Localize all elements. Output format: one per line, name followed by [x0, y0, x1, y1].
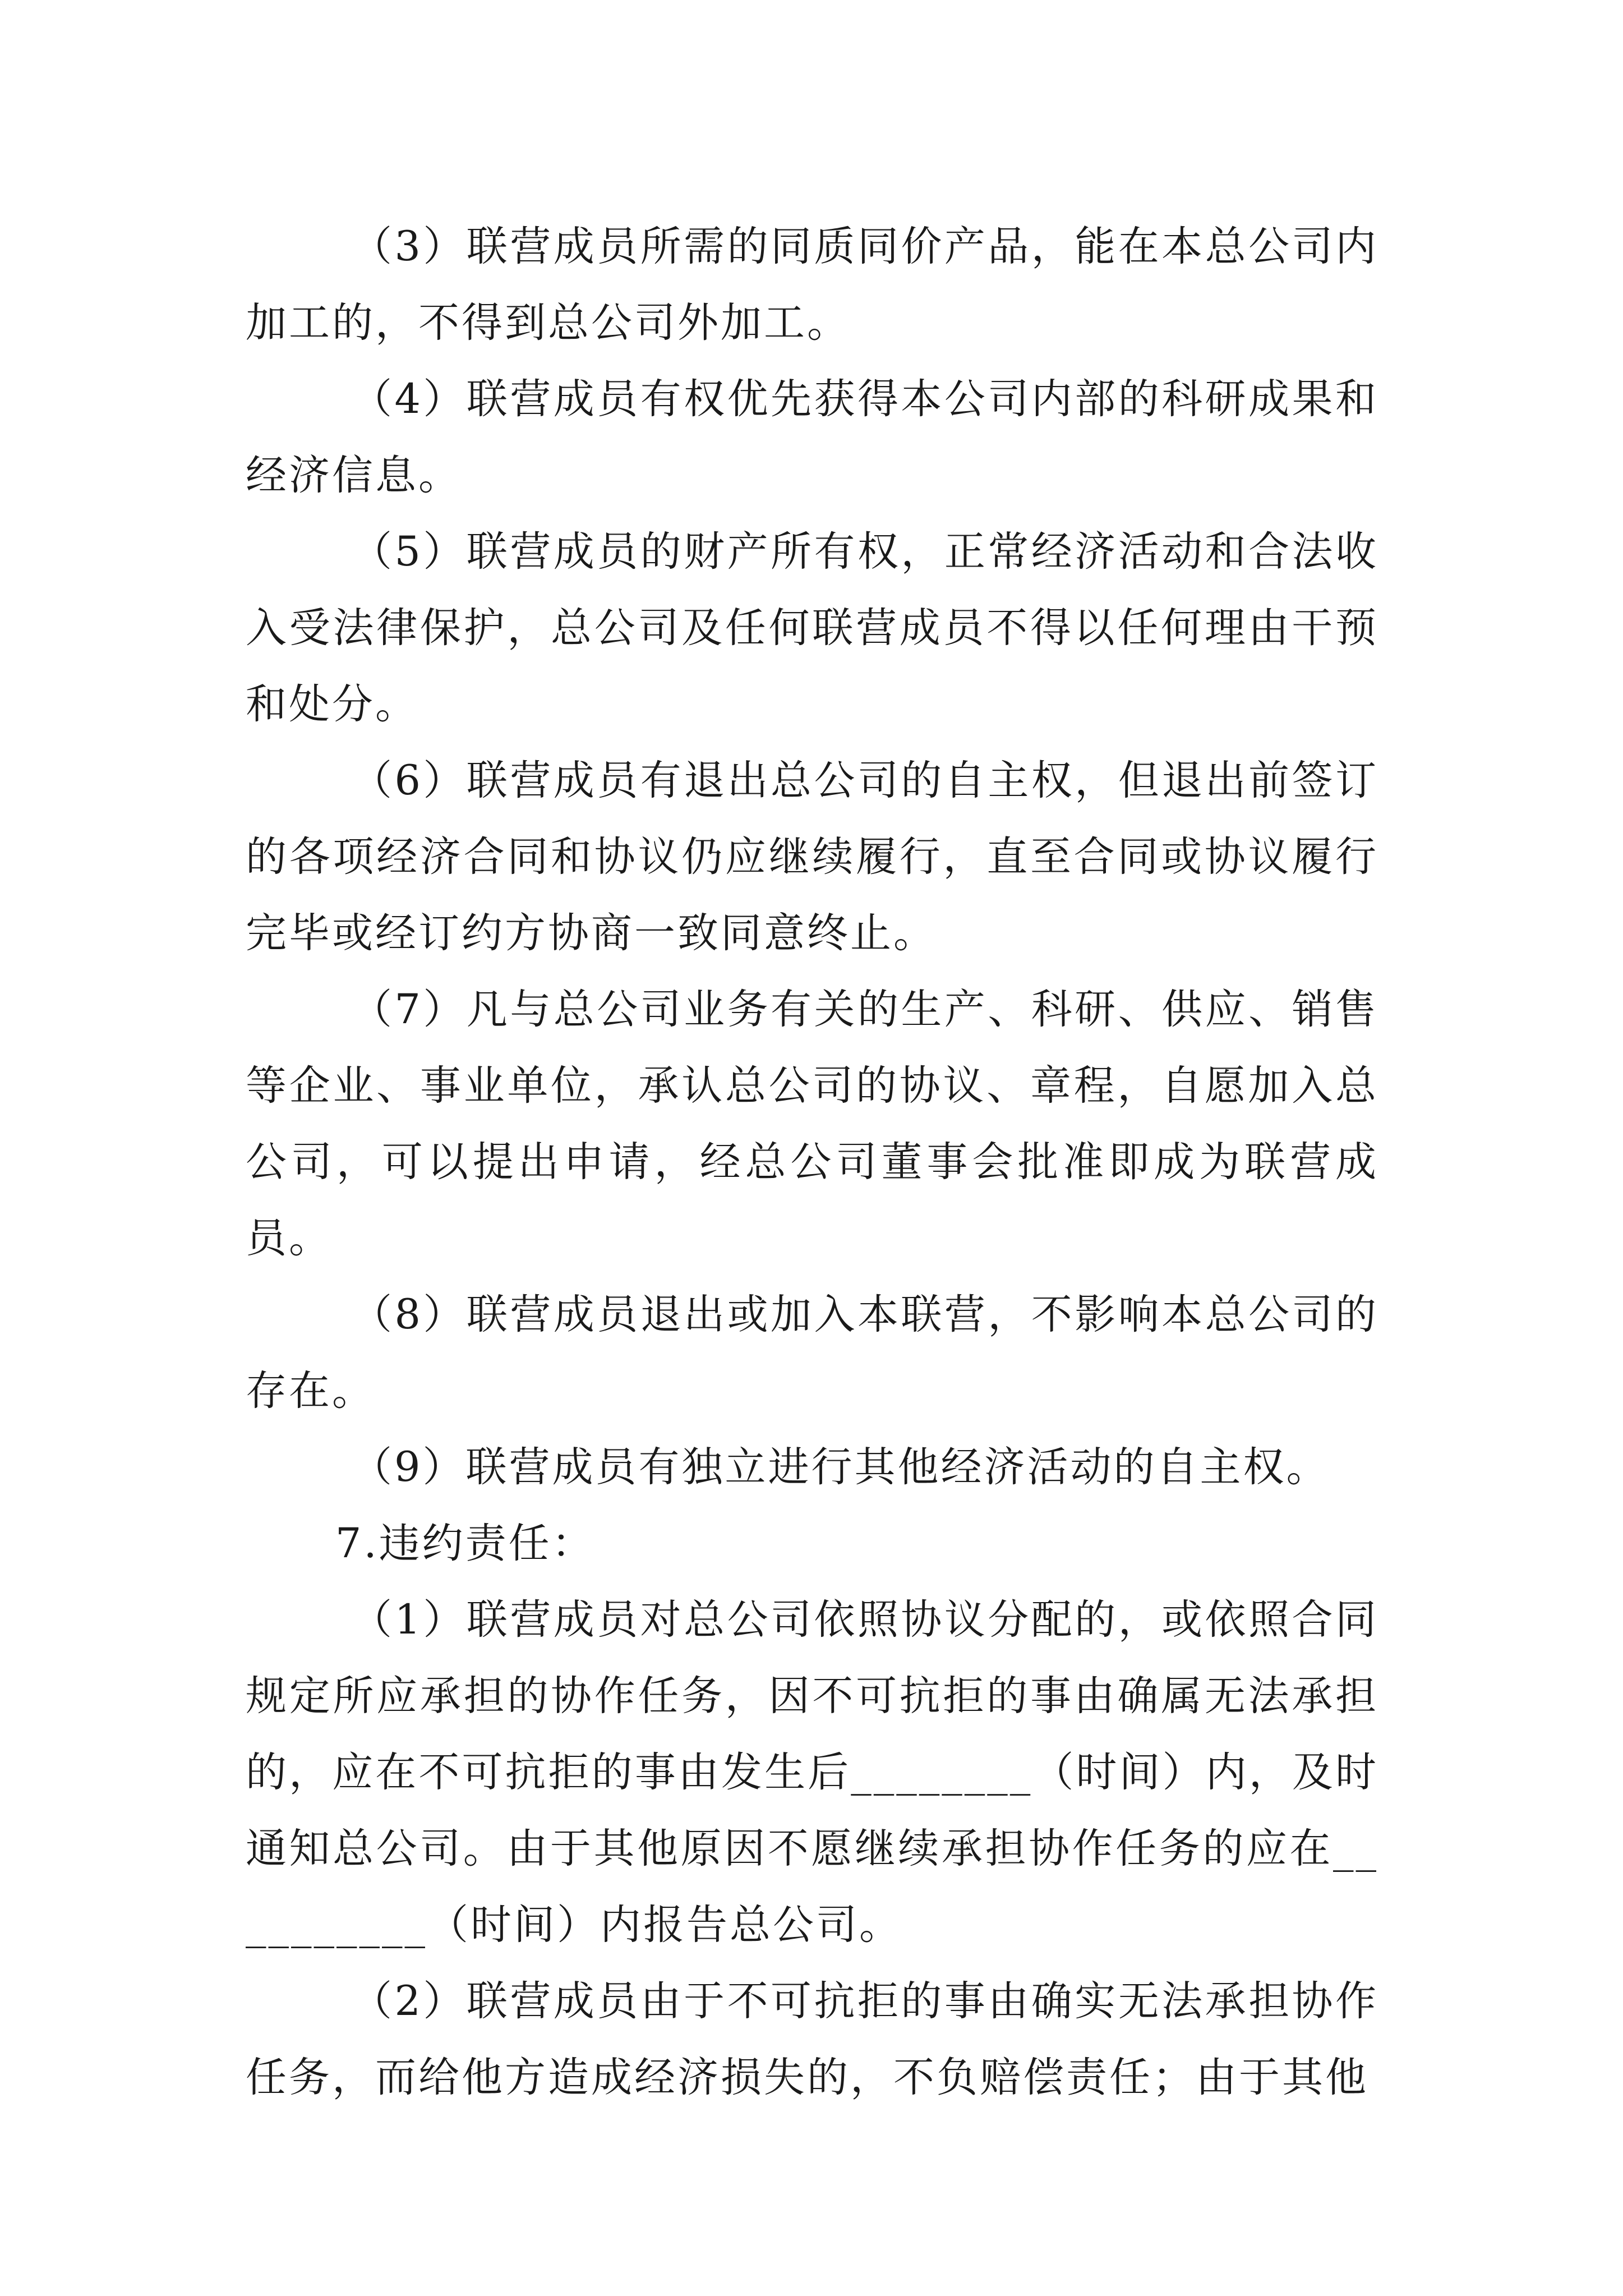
clause-5-paragraph: （5）联营成员的财产所有权，正常经济活动和合法收入受法律保护，总公司及任何联营成员不得以任何理由干预和处分。 — [246, 528, 1378, 728]
document-body — [246, 209, 1378, 2116]
liability-clause-1-paragraph: （1）联营成员对总公司依照协议分配的，或依照合同规定所应承担的协作任务，因不可抗拒的事由确属无法承担的，应在不可抗拒的事由发生后________（时间）内，及时通知总公司。由于其他原因不愿继续承担协作任务的应在__________（时间）内报告总公司。 — [246, 1596, 1378, 1949]
liability-clause-2-paragraph: （2）联营成员由于不可抗拒的事由确实无法承担协作任务，而给他方造成经济损失的，不负赔偿责任；由于其他 — [246, 1977, 1378, 2101]
clause-9-paragraph: （9）联营成员有独立进行其他经济活动的自主权。 — [351, 1443, 1330, 1491]
clause-6-paragraph: （6）联营成员有退出总公司的自主权，但退出前签订的各项经济合同和协议仍应继续履行，直至合同或协议履行完毕或经订约方协商一致同意终止。 — [246, 757, 1378, 957]
clause-4-paragraph: （4）联营成员有权优先获得本公司内部的科研成果和经济信息。 — [246, 375, 1378, 499]
clause-8-paragraph: （8）联营成员退出或加入本联营，不影响本总公司的存在。 — [246, 1291, 1378, 1415]
clause-3-paragraph: （3）联营成员所需的同质同价产品，能在本总公司内加工的，不得到总公司外加工。 — [246, 223, 1378, 347]
clause-7-paragraph: （7）凡与总公司业务有关的生产、科研、供应、销售等企业、事业单位，承认总公司的协议、章程，自愿加入总公司，可以提出申请，经总公司董事会批准即成为联营成员。 — [246, 986, 1378, 1262]
section-heading-breach-liability: 7.违约责任： — [335, 1520, 595, 1567]
